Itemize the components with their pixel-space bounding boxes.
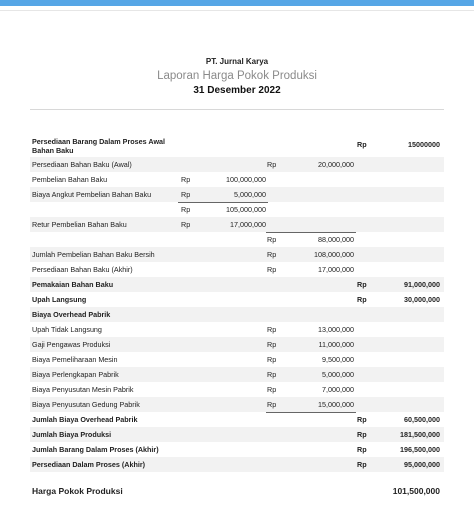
currency-col2: Rp bbox=[267, 250, 277, 259]
value-col2: 17,000,000 bbox=[318, 265, 354, 274]
table-row bbox=[30, 322, 444, 337]
table-row bbox=[30, 382, 444, 397]
row-label: Biaya Pemeliharaan Mesin bbox=[32, 355, 118, 364]
table-row bbox=[30, 352, 444, 367]
currency-col2: Rp bbox=[267, 235, 277, 244]
value-col2: 20,000,000 bbox=[318, 160, 354, 169]
table-row bbox=[30, 247, 444, 262]
currency-col2: Rp bbox=[267, 400, 277, 409]
table-row bbox=[30, 217, 444, 232]
final-total-value: 101,500,000 bbox=[392, 486, 440, 496]
row-label: Jumlah Pembelian Bahan Baku Bersih bbox=[32, 250, 155, 259]
row-label: Retur Pembelian Bahan Baku bbox=[32, 220, 127, 229]
value-col2: 108,000,000 bbox=[314, 250, 354, 259]
table-row bbox=[30, 427, 444, 442]
table-row bbox=[30, 157, 444, 172]
row-label: Persediaan Bahan Baku (Awal) bbox=[32, 160, 132, 169]
table-row bbox=[30, 412, 444, 427]
currency-col2: Rp bbox=[267, 160, 277, 169]
row-label: Upah Tidak Langsung bbox=[32, 325, 102, 334]
value-col3: 91,000,000 bbox=[404, 280, 440, 289]
row-label: Jumlah Biaya Overhead Pabrik bbox=[32, 415, 138, 424]
value-col2: 88,000,000 bbox=[318, 235, 354, 244]
currency-col1: Rp bbox=[181, 220, 191, 229]
row-label-persediaan-bdp-awal: Persediaan Barang Dalam Proses Awal Bahan Baku bbox=[32, 137, 166, 155]
table-row bbox=[30, 137, 444, 152]
table-row bbox=[30, 337, 444, 352]
currency-col1: Rp bbox=[181, 190, 191, 199]
currency-col3: Rp bbox=[357, 295, 367, 304]
row-label: Persediaan Dalam Proses (Akhir) bbox=[32, 460, 146, 469]
currency-col3: Rp bbox=[357, 140, 367, 149]
table-row bbox=[30, 292, 444, 307]
final-total-label: Harga Pokok Produksi bbox=[32, 486, 123, 496]
company-name: PT. Jurnal Karya bbox=[205, 57, 269, 66]
value-col1: 100,000,000 bbox=[226, 175, 266, 184]
currency-col3: Rp bbox=[357, 445, 367, 454]
value-col1: 5,000,000 bbox=[234, 190, 266, 199]
currency-col2: Rp bbox=[267, 325, 277, 334]
row-label: Biaya Angkut Pembelian Bahan Baku bbox=[32, 190, 152, 199]
value-col3: 181,500,000 bbox=[400, 430, 440, 439]
table-row bbox=[30, 397, 444, 412]
value-col2: 7,000,000 bbox=[322, 385, 354, 394]
table-row bbox=[30, 262, 444, 277]
row-label: Biaya Penyusutan Mesin Pabrik bbox=[32, 385, 134, 394]
currency-col2: Rp bbox=[267, 370, 277, 379]
report-title: Laporan Harga Pokok Produksi bbox=[157, 70, 317, 82]
table-row bbox=[30, 202, 444, 217]
top-accent-bar bbox=[0, 0, 474, 6]
row-label: Biaya Perlengkapan Pabrik bbox=[32, 370, 119, 379]
table-row bbox=[30, 442, 444, 457]
final-total-row bbox=[32, 484, 444, 498]
table-row bbox=[30, 277, 444, 292]
value-col3: 30,000,000 bbox=[404, 295, 440, 304]
value-col1: 17,000,000 bbox=[230, 220, 266, 229]
value-col2: 11,000,000 bbox=[318, 340, 354, 349]
value-col2: 5,000,000 bbox=[322, 370, 354, 379]
row-label: Pembelian Bahan Baku bbox=[32, 175, 108, 184]
value-col3: 15000000 bbox=[408, 140, 440, 149]
value-col3: 95,000,000 bbox=[404, 460, 440, 469]
currency-col2: Rp bbox=[267, 385, 277, 394]
section-heading: Biaya Overhead Pabrik bbox=[32, 310, 111, 319]
table-row bbox=[30, 457, 444, 472]
row-label: Upah Langsung bbox=[32, 295, 87, 304]
table-row bbox=[30, 172, 444, 187]
row-label: Pemakaian Bahan Baku bbox=[32, 280, 114, 289]
table-row bbox=[30, 187, 444, 202]
currency-col2: Rp bbox=[267, 265, 277, 274]
value-col2: 15,000,000 bbox=[318, 400, 354, 409]
currency-col2: Rp bbox=[267, 340, 277, 349]
row-label: Gaji Pengawas Produksi bbox=[32, 340, 111, 349]
currency-col3: Rp bbox=[357, 415, 367, 424]
row-label: Persediaan Bahan Baku (Akhir) bbox=[32, 265, 133, 274]
header-divider bbox=[30, 109, 444, 110]
table-row bbox=[30, 232, 444, 247]
row-label: Jumlah Biaya Produksi bbox=[32, 430, 112, 439]
value-col1: 105,000,000 bbox=[226, 205, 266, 214]
value-col3: 60,500,000 bbox=[404, 415, 440, 424]
value-col2: 9,500,000 bbox=[322, 355, 354, 364]
value-col2: 13,000,000 bbox=[318, 325, 354, 334]
currency-col2: Rp bbox=[267, 355, 277, 364]
row-label: Jumlah Barang Dalam Proses (Akhir) bbox=[32, 445, 159, 454]
currency-col3: Rp bbox=[357, 430, 367, 439]
currency-col3: Rp bbox=[357, 280, 367, 289]
top-divider bbox=[0, 10, 474, 11]
currency-col1: Rp bbox=[181, 205, 191, 214]
currency-col3: Rp bbox=[357, 460, 367, 469]
row-label: Biaya Penyusutan Gedung Pabrik bbox=[32, 400, 140, 409]
table-row bbox=[30, 367, 444, 382]
table-row bbox=[30, 307, 444, 322]
value-col3: 196,500,000 bbox=[400, 445, 440, 454]
currency-col1: Rp bbox=[181, 175, 191, 184]
report-date: 31 Desember 2022 bbox=[193, 85, 281, 96]
